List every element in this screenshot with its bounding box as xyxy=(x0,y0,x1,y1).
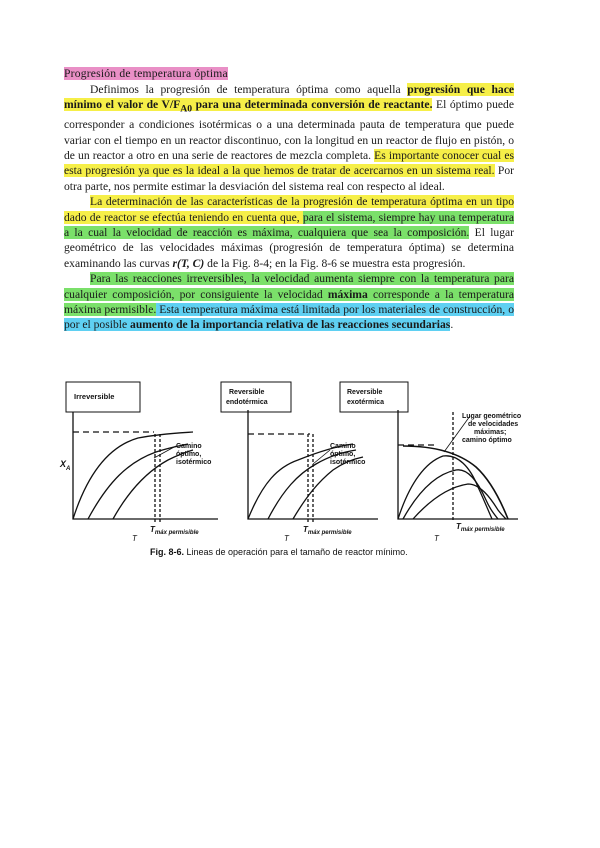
paragraph-2: La determinación de las características de la progresión de temperatura óptima en un tipo dado de reactor se efectúa teniendo en cuenta que, para el sistema, siempre hay una temperatura a la cual la velocidad de reacción es máxima, cualquiera que sea la composición. El lugar geométrico de las velocidades máximas (progresión de temperatura óptima) se determina examinando las curvas r(T, C) de la Fig. 8-4; en la Fig. 8-6 se muestra esta progresión. xyxy=(64,195,515,270)
panel3-title-box xyxy=(340,382,408,412)
panel2-title-line2: endotérmica xyxy=(226,399,268,406)
panel3-annot-pointer xyxy=(444,416,470,452)
panel1-tmax-label: $T_{máx permisible}$ xyxy=(150,525,199,536)
panel1-annotation-1: Camino xyxy=(176,443,202,450)
highlight-definition: progresión que hace mínimo el valor de $V/F_{A0}$ para una determinada conversión de reactante. xyxy=(64,83,514,115)
panel1-annotation-3: isotérmico xyxy=(176,459,212,466)
panel2-annotation-1: Camino xyxy=(330,443,356,450)
highlight-limits: Esta temperatura máxima está limitada por los materiales de construcción, o por el posible aumento de la importancia relativa de las reacciones secundarias xyxy=(64,303,515,332)
highlight-irreversible: Para las reacciones irreversibles, la velocidad aumenta siempre con la temperatura para cualquier composición, por consiguiente la velocidad máxima corresponde a la temperatura máxima permisible. xyxy=(64,272,514,316)
panel3-annotation-1: Lugar geométrico xyxy=(462,413,522,420)
panel2-title-line1: Reversible xyxy=(229,389,265,396)
panel2-x-label: T xyxy=(284,534,289,543)
panel3-annotation-4: camino óptimo xyxy=(462,437,512,444)
panel2-tmax-label: $T_{máx permisible}$ xyxy=(303,525,352,536)
figure-drawing xyxy=(58,372,528,547)
panel3-annotation-3: máximas; xyxy=(474,429,507,436)
panel3-curve-3 xyxy=(413,484,506,519)
panel1-title: Irreversible xyxy=(74,392,115,401)
panel3-x-label: T xyxy=(434,534,439,543)
paragraph-1: Definimos la progresión de temperatura óptima como aquella progresión que hace mínimo el valor de $V/F_{A0}$ para una determinada conversión de reactante. El óptimo puede corresponder a condiciones isotérmicas o a una determinada pauta de temperatura que puede variar con el tiempo en un reactor discontinuo, con la longitud en un reactor de flujo en pistón, o de un reactor a otro en una serie de reactores de mezcla completa. Es importante conocer cual es esta progresión ya que es la ideal a la que hemos de tratar de acercarnos en un sistema real. Por otra parte, nos permite estimar la desviación del sistema real con respecto al ideal. xyxy=(64,83,514,193)
highlight-max-rate: para el sistema, siempre hay una temperatura a la cual la velocidad de reacción es máxima, cualquiera que sea la composición. xyxy=(64,210,514,239)
panel3-optimal-locus xyxy=(403,446,508,519)
highlight-determination: La determinación de las características de la progresión de temperatura óptima en un tipo dado de reactor se efectúa teniendo en cuenta que, xyxy=(64,195,514,224)
section-heading: Progresión de temperatura óptima xyxy=(64,67,228,80)
panel1-annotation-2: óptimo, xyxy=(176,451,202,458)
panel1-curve-1 xyxy=(73,432,193,519)
panel2-annotation-2: óptimo, xyxy=(330,451,356,458)
text-body xyxy=(64,66,514,333)
figure-8-6 xyxy=(58,372,528,572)
y-axis-label-1: $X_A$ xyxy=(60,459,71,472)
panel1-curve-2 xyxy=(88,444,188,519)
panel3-tmax-label: $T_{máx permisible}$ xyxy=(456,522,505,533)
panel2-annotation-3: isotérmico xyxy=(330,459,366,466)
panel1-x-label: T xyxy=(132,534,137,543)
highlight-importance: Es importante conocer cual es esta progresión ya que es la ideal a la que hemos de tratar de acercarnos en un sistema real. xyxy=(64,148,514,178)
panel2-curve-3 xyxy=(293,457,366,519)
panel3-annotation-2: de velocidades xyxy=(468,421,519,428)
paragraph-3: Para las reacciones irreversibles, la velocidad aumenta siempre con la temperatura para cualquier composición, por consiguiente la velocidad máxima corresponde a la temperatura máxima permisible. Esta temperatura máxima está limitada por los materiales de construcción, o por el posible aumento de la importancia relativa de las reacciones secundarias. xyxy=(64,272,515,332)
panel3-title-line1: Reversible xyxy=(347,389,383,396)
panel3-title-line2: exotérmica xyxy=(347,399,384,406)
panel2-title-box xyxy=(221,382,291,412)
figure-caption: Fig. 8-6. Lineas de operación para el tamaño de reactor mínimo. xyxy=(150,547,408,557)
